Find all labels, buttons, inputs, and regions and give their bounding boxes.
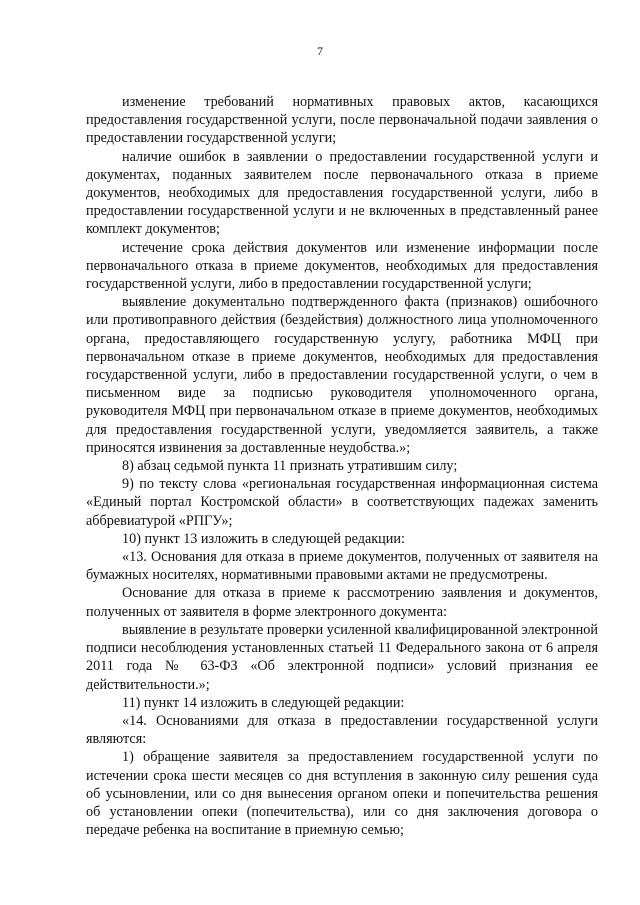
paragraph: Основание для отказа в приеме к рассмотрению заявления и документов, полученных от заявителя в форме электронного документа: <box>86 585 598 620</box>
paragraph: наличие ошибок в заявлении о предоставлении государственной услуги и документах, поданных заявителем после первоначального отказа в приеме документов, необходимых для предоставления государственной услуги, либо в предоставлении государственной услуги и не включенных в представленный ранее комплект документов; <box>86 148 598 238</box>
document-body <box>86 93 598 839</box>
paragraph: истечение срока действия документов или изменение информации после первоначального отказа в приеме документов, необходимых для предоставления государственной услуги, либо в предоставлении государственной услуги; <box>86 239 598 293</box>
paragraph: «13. Основания для отказа в приеме документов, полученных от заявителя на бумажных носителях, нормативными правовыми актами не предусмотрены. <box>86 549 598 584</box>
paragraph: выявление в результате проверки усиленной квалифицированной электронной подписи несоблюдения установленных статьей 11 Федерального закона от 6 апреля 2011 года № 63-ФЗ «Об электронной подписи» условий признания ее действительности.»; <box>86 621 598 693</box>
paragraph: 1) обращение заявителя за предоставлением государственной услуги по истечении срока шести месяцев со дня вступления в законную силу решения суда об усыновлении, или со дня вынесения органом опеки и попечительства решения об установлении опеки (попечительства), или со дня заключения договора о передаче ребенка на воспитание в приемную семью; <box>86 749 598 839</box>
page-number: 7 <box>317 44 323 58</box>
paragraph: 10) пункт 13 изложить в следующей редакции: <box>122 530 405 547</box>
paragraph: 11) пункт 14 изложить в следующей редакции: <box>122 694 405 711</box>
paragraph: «14. Основаниями для отказа в предоставлении государственной услуги являются: <box>86 712 598 748</box>
paragraph: 8) абзац седьмой пункта 11 признать утратившим силу; <box>122 458 458 475</box>
paragraph: выявление документально подтвержденного факта (признаков) ошибочного или противоправного действия (бездействия) должностного лица уполномоченного органа, предоставляющего государственную услугу, работника МФЦ при первоначальном отказе в приеме документов, необходимых для предоставления государственной услуги, либо в предоставлении государственной услуги, о чем в письменном виде за подписью руководителя уполномоченного органа, руководителя МФЦ при первоначальном отказе в приеме документов, необходимых для предоставления государственной услуги, уведомляется заявитель, а также приносятся извинения за доставленные неудобства.»; <box>86 294 598 456</box>
paragraph: изменение требований нормативных правовых актов, касающихся предоставления государственной услуги, после первоначальной подачи заявления о предоставлении государственной услуги; <box>86 94 598 147</box>
paragraph: 9) по тексту слова «региональная государственная информационная система «Единый портал Костромской области» в соответствующих падежах заменить аббревиатурой «РПГУ»; <box>86 476 598 529</box>
